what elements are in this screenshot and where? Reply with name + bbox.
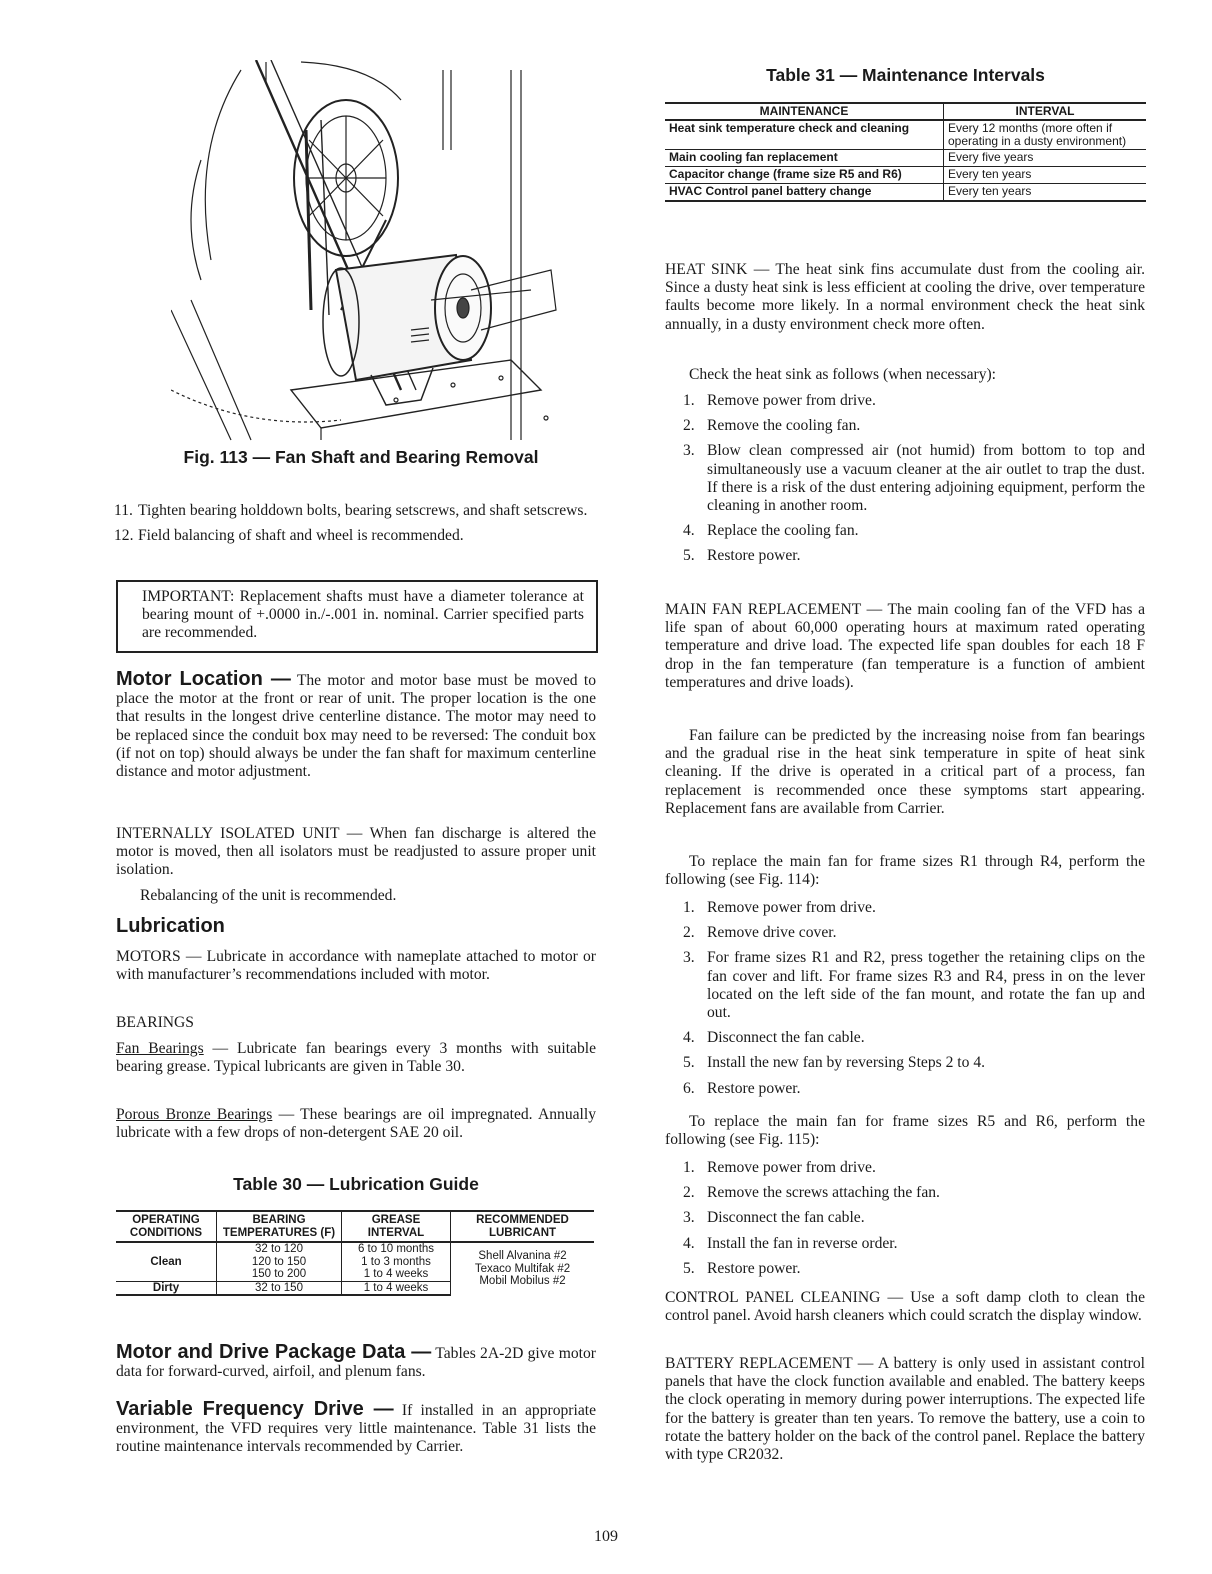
step-text: Remove power from drive. [707, 899, 876, 916]
step-text: Remove drive cover. [707, 924, 837, 942]
isolated-unit-text: When fan discharge is altered the motor is moved, then all isolators must be readjusted to assure proper unit isolation. [116, 825, 597, 879]
battery-text: A battery is only used in assistant control panels that have the clock function available and enabled. The battery keeps the clock operating in memory during power interruptions. The expected life for the battery is greater than ten years. To remove the battery, use a coin to rotate the battery holder on the back of the control panel. Replace the battery with type CR2032. [665, 1355, 1145, 1464]
table-row [116, 1242, 594, 1256]
step-number: 6. [683, 1079, 695, 1097]
step-number: 12. [114, 527, 134, 545]
step-text: Tighten bearing holddown bolts, bearing setscrews, and shaft setscrews. [138, 502, 588, 519]
table-cell: 6 to 10 months [342, 1242, 451, 1256]
step-number: 3. [683, 1209, 695, 1227]
table-header: RECOMMENDED LUBRICANT [451, 1211, 595, 1242]
motor-location-heading: Motor Location — [116, 668, 291, 690]
r1-r4-steps-list [665, 899, 1145, 1105]
list-item [665, 1029, 1145, 1047]
step-text: Install the new fan by reversing Steps 2 to 4. [707, 1054, 986, 1072]
step-text: Install the fan in reverse order. [707, 1234, 898, 1252]
lubricant: Shell Alvanina #2 [478, 1250, 567, 1263]
r1-r4-intro: To replace the main fan for frame sizes R1 through R4, perform the following (see Fig. 114): [665, 853, 1145, 889]
figure-113 [171, 60, 561, 448]
isolated-unit-label: INTERNALLY ISOLATED UNIT — [116, 825, 363, 842]
step-text: Disconnect the fan cable. [707, 1209, 865, 1227]
vfd-paragraph [116, 1400, 596, 1457]
maintenance-intervals-table [665, 102, 1146, 202]
porous-bearings-paragraph [116, 1106, 596, 1142]
shaft-steps-list [96, 502, 596, 552]
list-item [665, 1080, 1145, 1098]
step-text: For frame sizes R1 and R2, press together the retaining clips on the fan cover and lift. For frame sizes R3 and R4, press in on the lever located on the left side of the fan mount, and rotate the fan up and out. [707, 949, 1145, 1022]
vfd-heading: Variable Frequency Drive — [116, 1398, 394, 1420]
control-panel-paragraph [665, 1289, 1145, 1325]
step-text: Remove power from drive. [707, 1159, 876, 1176]
interval-cell: Every ten years [944, 183, 1147, 200]
step-text: Remove the screws attaching the fan. [707, 1184, 940, 1202]
step-number: 4. [683, 1029, 695, 1047]
table-header: MAINTENANCE [665, 103, 944, 120]
lubricant: Texaco Multifak #2 [474, 1262, 571, 1275]
step-text: Restore power. [707, 1079, 801, 1097]
heat-sink-steps-list [665, 392, 1145, 573]
lubricant-cell [451, 1242, 595, 1295]
heat-sink-label: HEAT SINK — [665, 261, 770, 278]
table-cell: 32 to 150 [217, 1281, 342, 1295]
condition-clean: Clean [150, 1255, 182, 1268]
step-text: Remove the cooling fan. [707, 417, 861, 435]
interval-cell: Every 12 months (more often if operating in a dusty environment) [944, 120, 1147, 150]
important-notice [116, 580, 598, 653]
motors-label: MOTORS — [116, 948, 202, 965]
step-number: 5. [683, 547, 695, 565]
battery-label: BATTERY REPLACEMENT — [665, 1355, 874, 1372]
heat-sink-text: The heat sink fins accumulate dust from the cooling air. Since a dusty heat sink is less efficient at cooling the drive, over temperature faults become more likely. In a normal environment check the heat sink annually, in a dusty environment check more often. [665, 261, 1145, 333]
fan-bearings-text: — Lubricate fan bearings every 3 months with suitable bearing grease. Typical lubricants are given in Table 30. [116, 1040, 596, 1076]
motor-drive-text: Tables 2A-2D give motor data for forward-curved, airfoil, and plenum fans. [116, 1345, 596, 1381]
step-number: 3. [683, 949, 695, 967]
table-row [665, 167, 1146, 184]
list-item [665, 949, 1145, 1022]
list-item [665, 522, 1145, 540]
list-item [665, 547, 1145, 565]
main-fan-paragraph [665, 601, 1145, 692]
vfd-text: If installed in an appropriate environment, the VFD requires very little maintenance. Table 31 lists the routine maintenance intervals recommended by Carrier. [116, 1402, 596, 1456]
porous-bearings-text: — These bearings are oil impregnated. Annually lubricate with a few drops of non-detergent SAE 20 oil. [116, 1106, 596, 1142]
r5-r6-intro: To replace the main fan for frame sizes R5 and R6, perform the following (see Fig. 115): [665, 1113, 1145, 1149]
motor-drive-paragraph [116, 1343, 596, 1381]
step-number: 1. [683, 1159, 695, 1176]
step-number: 5. [683, 1054, 695, 1072]
lubrication-guide-table [116, 1210, 594, 1296]
step-number: 2. [683, 924, 695, 942]
table-header: BEARING TEMPERATURES (F) [217, 1211, 342, 1242]
table-cell: 1 to 4 weeks [342, 1281, 451, 1295]
porous-bearings-label: Porous Bronze Bearings [116, 1106, 273, 1123]
lubricant: Mobil Mobilus #2 [479, 1275, 566, 1288]
isolated-unit-paragraph [116, 825, 596, 880]
step-text: Field balancing of shaft and wheel is recommended. [138, 527, 464, 545]
maintenance-cell: Main cooling fan replacement [665, 150, 944, 167]
main-fan-text: The main cooling fan of the VFD has a life span of about 60,000 operating hours at maximum rated operating temperature and drive load. The expected life span doubles for each 18 F drop in the fan temperature (fan temperature is a function of ambient temperatures and drive loads). [665, 601, 1145, 691]
r5-r6-steps-list [665, 1159, 1145, 1285]
list-item [665, 1260, 1145, 1278]
fan-failure-paragraph: Fan failure can be predicted by the increasing noise from fan bearings and the gradual rise in the heat sink temperature in spite of heat sink cleaning. If the drive is operated in a critical part of a process, fan replacement is recommended once these symptoms start appearing. Replacement fans are available from Carrier. [665, 727, 1145, 817]
maintenance-cell: Capacitor change (frame size R5 and R6) [665, 167, 944, 184]
step-number: 2. [683, 417, 695, 435]
list-item [665, 1159, 1145, 1177]
fan-bearings-label: Fan Bearings [116, 1040, 204, 1057]
list-item [96, 527, 596, 545]
table-row [665, 120, 1146, 150]
lubrication-heading: Lubrication [116, 915, 225, 937]
step-number: 4. [683, 1234, 695, 1252]
table-cell: 120 to 150 [217, 1256, 342, 1269]
battery-paragraph [665, 1355, 1145, 1464]
step-text: Disconnect the fan cable. [707, 1029, 865, 1047]
figure-caption: Fig. 113 — Fan Shaft and Bearing Removal [183, 447, 539, 467]
list-item [665, 442, 1145, 515]
heat-sink-paragraph [665, 261, 1145, 334]
fan-bearings-paragraph [116, 1040, 596, 1076]
interval-cell: Every five years [944, 150, 1147, 167]
motor-drive-heading: Motor and Drive Package Data — [116, 1341, 432, 1363]
step-number: 11. [114, 502, 133, 519]
condition-dirty: Dirty [116, 1281, 217, 1295]
table31-title: Table 31 — Maintenance Intervals [766, 65, 1045, 85]
step-number: 2. [683, 1184, 695, 1202]
table-header: OPERATING CONDITIONS [116, 1211, 217, 1242]
list-item [665, 1235, 1145, 1253]
step-number: 1. [683, 392, 695, 409]
control-panel-label: CONTROL PANEL CLEANING — [665, 1289, 904, 1306]
step-text: Replace the cooling fan. [707, 522, 859, 540]
step-number: 3. [683, 442, 695, 460]
list-item [665, 1209, 1145, 1227]
list-item [665, 417, 1145, 435]
table-cell: 150 to 200 [217, 1268, 342, 1281]
motor-location-paragraph [116, 670, 596, 781]
heat-sink-check-intro: Check the heat sink as follows (when necessary): [689, 366, 997, 383]
list-item [665, 899, 1145, 917]
maintenance-cell: Heat sink temperature check and cleaning [665, 120, 944, 150]
important-text: IMPORTANT: Replacement shafts must have a diameter tolerance at bearing mount of +.0000 in./-.001 in. nominal. Carrier specified parts are recommended. [142, 588, 584, 642]
list-item [665, 392, 1145, 410]
table-cell: 1 to 3 months [342, 1256, 451, 1269]
table-cell: 1 to 4 weeks [342, 1268, 451, 1281]
step-text: Restore power. [707, 1259, 801, 1277]
table-header: INTERVAL [944, 103, 1147, 120]
step-number: 1. [683, 899, 695, 916]
step-text: Restore power. [707, 547, 801, 565]
step-text: Blow clean compressed air (not humid) from bottom to top and simultaneously use a vacuum cleaner at the air outlet to trap the dust. If there is a risk of the dust entering adjoining equipment, perform the cleaning in another room. [707, 442, 1145, 515]
interval-cell: Every ten years [944, 167, 1147, 184]
table30-title: Table 30 — Lubrication Guide [233, 1174, 479, 1194]
bearings-label: BEARINGS [116, 1014, 194, 1031]
list-item [665, 1184, 1145, 1202]
table-header: GREASE INTERVAL [342, 1211, 451, 1242]
control-panel-text: Use a soft damp cloth to clean the control panel. Avoid harsh cleaners which could scratch the display window. [665, 1289, 1145, 1325]
step-text: Remove power from drive. [707, 392, 876, 409]
motors-text: Lubricate in accordance with nameplate attached to motor or with manufacturer’s recommendations included with motor. [116, 948, 596, 984]
list-item [665, 1054, 1145, 1072]
fan-motor-illustration [171, 60, 561, 448]
maintenance-cell: HVAC Control panel battery change [665, 183, 944, 200]
page-number: 109 [594, 1528, 618, 1545]
table-row [665, 183, 1146, 200]
list-item [96, 502, 596, 520]
step-number: 4. [683, 522, 695, 540]
main-fan-label: MAIN FAN REPLACEMENT — [665, 601, 883, 618]
list-item [665, 924, 1145, 942]
table-cell: 32 to 120 [217, 1242, 342, 1256]
motors-paragraph [116, 948, 596, 984]
step-number: 5. [683, 1259, 695, 1277]
motor-location-text: The motor and motor base must be moved to place the motor at the front or rear of unit. The proper location is the one that results in the longest drive centerline distance. The motor may need to be replaced since the conduit box may need to be reversed: The conduit box (if not on top) should always be under the fan shaft for maximum centerline distance and motor adjustment. [116, 672, 596, 781]
table-row [665, 150, 1146, 167]
rebalancing-paragraph: Rebalancing of the unit is recommended. [140, 887, 397, 904]
